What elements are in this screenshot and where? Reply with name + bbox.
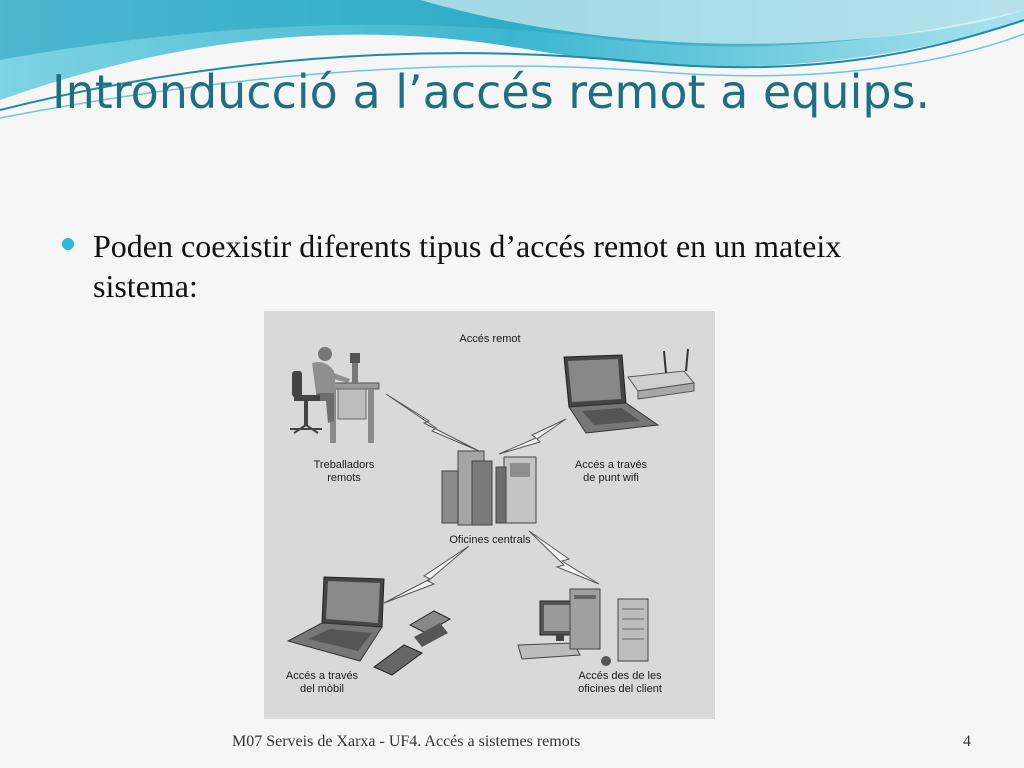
slide-title: Intronducció a l’accés remot a equips.	[52, 65, 931, 119]
node-label-remote-workers-line2: remots	[327, 472, 361, 484]
node-label-mobile-line1: Accés a través	[285, 670, 359, 682]
bullet-dot-icon	[62, 238, 74, 250]
node-label-wifi-line1: Accés a través	[574, 459, 648, 471]
node-label-mobile-line2: del mòbil	[299, 683, 345, 695]
node-label-client-offices-line2: oficines del client	[578, 683, 662, 695]
remote-access-diagram	[264, 311, 715, 719]
footer-text: M07 Serveis de Xarxa - UF4. Accés a sistemes remots	[232, 733, 581, 750]
center-label: Oficines centrals	[449, 534, 531, 546]
page-number: 4	[963, 733, 971, 750]
node-label-remote-workers-line1: Treballadors	[313, 459, 375, 471]
node-label-client-offices-line1: Accés des de les	[578, 670, 662, 682]
diagram-title: Accés remot	[459, 333, 521, 345]
bullet-text: Poden coexistir diferents tipus d’accés remot en un mateix sistema:	[93, 228, 842, 304]
node-label-wifi-line2: de punt wifi	[583, 472, 639, 484]
